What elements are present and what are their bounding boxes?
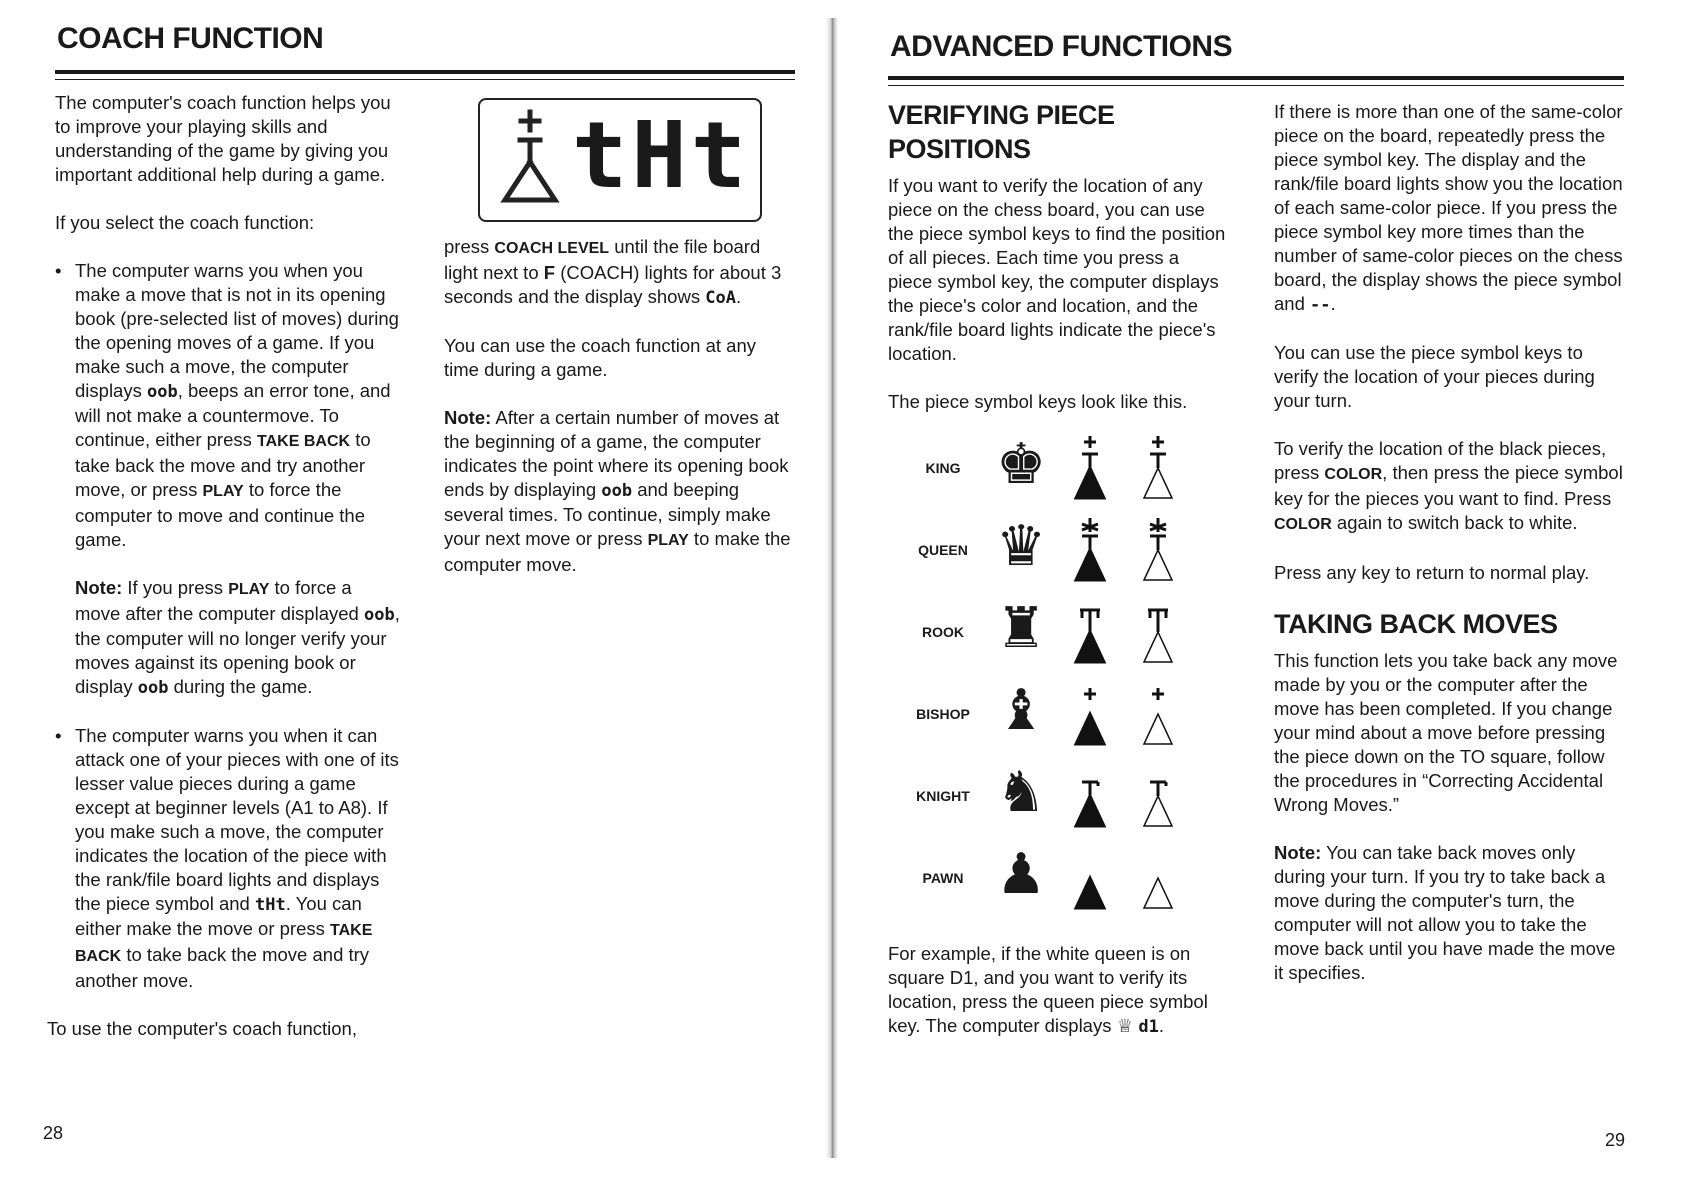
- take-back-paragraph: This function lets you take back any move made by you or the computer after the move has been completed. If you change your mind about a move before pressing the piece down on the TO square, follow the procedures in “Correcting Accidental Wrong Moves.”: [1274, 650, 1618, 815]
- pawn-icon: ♟: [996, 842, 1047, 905]
- white-pawn-rook-icon: [1136, 596, 1180, 666]
- title-rule-thin: [55, 79, 795, 80]
- label-queen: QUEEN: [918, 542, 968, 558]
- note-take-back: Note: You can take back moves only during your turn. If you try to take back a move during the computer's turn, the computer will not allow you to take the move back until you have made the move it specifies.: [1274, 842, 1616, 983]
- page-title-advanced-functions: ADVANCED FUNCTIONS: [890, 30, 1233, 63]
- piece-row-queen: [900, 512, 1200, 594]
- left-column-2: [444, 235, 794, 601]
- piece-row-knight: [900, 758, 1200, 840]
- right-page: [830, 0, 1684, 1190]
- black-pawn-rook-icon: [1068, 596, 1112, 666]
- label-rook: ROOK: [922, 624, 964, 640]
- piece-row-king: [900, 430, 1200, 512]
- king-icon: ♚: [996, 432, 1047, 495]
- return-paragraph: Press any key to return to normal play.: [1274, 562, 1590, 583]
- coach-level-paragraph: press COACH LEVEL until the file board light next to F (COACH) lights for about 3 seconds and the display shows CoA.: [444, 236, 782, 308]
- bullet-attack-warning: • The computer warns you when it can attack one of your pieces with one of its lesser value pieces during a game except at beginner levels (A1 to A8). If you make such a move, the computer indicates the location of the piece with the rank/file board lights and displays the piece symbol and tHt. You can either make the move or press TAKE BACK to take back the move and try another move.: [55, 725, 399, 991]
- black-pieces-paragraph: To verify the location of the black pieces, press COLOR, then press the piece symbol key for the pieces you want to find. Press COLOR again to switch back to white.: [1274, 438, 1623, 533]
- queen-icon: ♛: [996, 514, 1047, 577]
- piece-row-bishop: [900, 676, 1200, 758]
- page-number-right: 29: [1605, 1130, 1626, 1150]
- title-rule-thin: [888, 85, 1624, 86]
- white-pawn-cross-icon: [1136, 678, 1180, 748]
- heading-verifying-piece-positions: VERIFYING PIECE POSITIONS: [888, 100, 1115, 164]
- piece-symbol-keys: [900, 430, 1200, 922]
- piece-row-pawn: [900, 840, 1200, 922]
- white-pawn-icon: [1136, 842, 1180, 912]
- black-pawn-plus-icon: [1068, 432, 1112, 502]
- heading-taking-back-moves: TAKING BACK MOVES: [1274, 609, 1558, 639]
- label-king: KING: [925, 460, 961, 476]
- left-page: [0, 0, 830, 1190]
- page-number-left: 28: [43, 1123, 64, 1143]
- intro-paragraph: The computer's coach function helps you to improve your playing skills and understanding of the game by giving you important additional help during a game.: [55, 92, 391, 185]
- verify-paragraph: If you want to verify the location of any piece on the chess board, you can use the piece symbol keys to find the position of all pieces. Each time you press a piece symbol key, the computer displays the piece's color and location, and the rank/file board lights indicate the piece's location.: [888, 175, 1226, 364]
- black-pawn-hook-icon: [1068, 760, 1112, 830]
- white-pawn-plus-icon: [1136, 432, 1180, 502]
- example-paragraph: [888, 942, 1228, 1063]
- page-title-coach-function: COACH FUNCTION: [57, 22, 324, 55]
- white-pawn-hook-icon: [1136, 760, 1180, 830]
- piece-keys-paragraph: The piece symbol keys look like this.: [888, 391, 1188, 412]
- title-rule: [55, 70, 795, 74]
- lcd-display: [478, 98, 762, 222]
- your-turn-paragraph: You can use the piece symbol keys to verify the location of your pieces during your turn.: [1274, 342, 1595, 411]
- white-pawn-star-icon: [1136, 514, 1180, 584]
- black-pawn-icon: [1068, 842, 1112, 912]
- rook-icon: ♜: [996, 596, 1047, 659]
- piece-row-rook: [900, 594, 1200, 676]
- black-pawn-star-icon: [1068, 514, 1112, 584]
- knight-icon: ♞: [996, 760, 1047, 823]
- any-time-paragraph: You can use the coach function at any time during a game.: [444, 335, 756, 380]
- label-bishop: BISHOP: [916, 706, 970, 722]
- bishop-icon: ♝: [996, 678, 1047, 741]
- right-column-2: [1274, 100, 1624, 1009]
- label-knight: KNIGHT: [916, 788, 970, 804]
- black-pawn-cross-icon: [1068, 678, 1112, 748]
- label-pawn: PAWN: [922, 870, 964, 886]
- note-opening-book: Note: If you press PLAY to force a move after the computer displayed oob, the computer will no longer verify your moves against its opening book or display oob during the game.: [75, 577, 400, 698]
- select-paragraph: If you select the coach function:: [55, 212, 315, 233]
- note-opening-end: Note: After a certain number of moves at the beginning of a game, the computer indicates the point where its opening book ends by displaying oob and beeping several times. To continue, simply make your next move or press PLAY to make the computer move.: [444, 407, 791, 575]
- example-text: For example, if the white queen is on square D1, and you want to verify its location, press the queen piece symbol key. The computer displays ♕ d1.: [888, 943, 1208, 1037]
- left-column-1: [47, 91, 400, 1065]
- coach-bullets-2: [55, 724, 400, 993]
- title-rule: [888, 76, 1624, 80]
- to-use-paragraph: To use the computer's coach function,: [47, 1018, 357, 1039]
- same-color-paragraph: If there is more than one of the same-color piece on the board, repeatedly press the piece symbol key. The display and the rank/file board lights show you the location of each same-color piece. If you press the piece symbol key more times than the number of same-color pieces on the chess board, the display shows the piece symbol and --.: [1274, 101, 1623, 315]
- coach-bullets: [55, 259, 400, 552]
- lcd-text: tHt: [572, 102, 751, 209]
- queen-symbol-icon: ♕: [1116, 1015, 1139, 1036]
- bullet-opening-book: • The computer warns you when you make a move that is not in its opening book (pre-selected list of moves) during the opening moves of a game. If you make such a move, the computer displays oob, beeps an error tone, and will not make a countermove. To continue, either press TAKE BACK to take back the move and try another move, or press PLAY to force the computer to move and continue the game.: [55, 260, 399, 550]
- right-column-1: [888, 98, 1228, 438]
